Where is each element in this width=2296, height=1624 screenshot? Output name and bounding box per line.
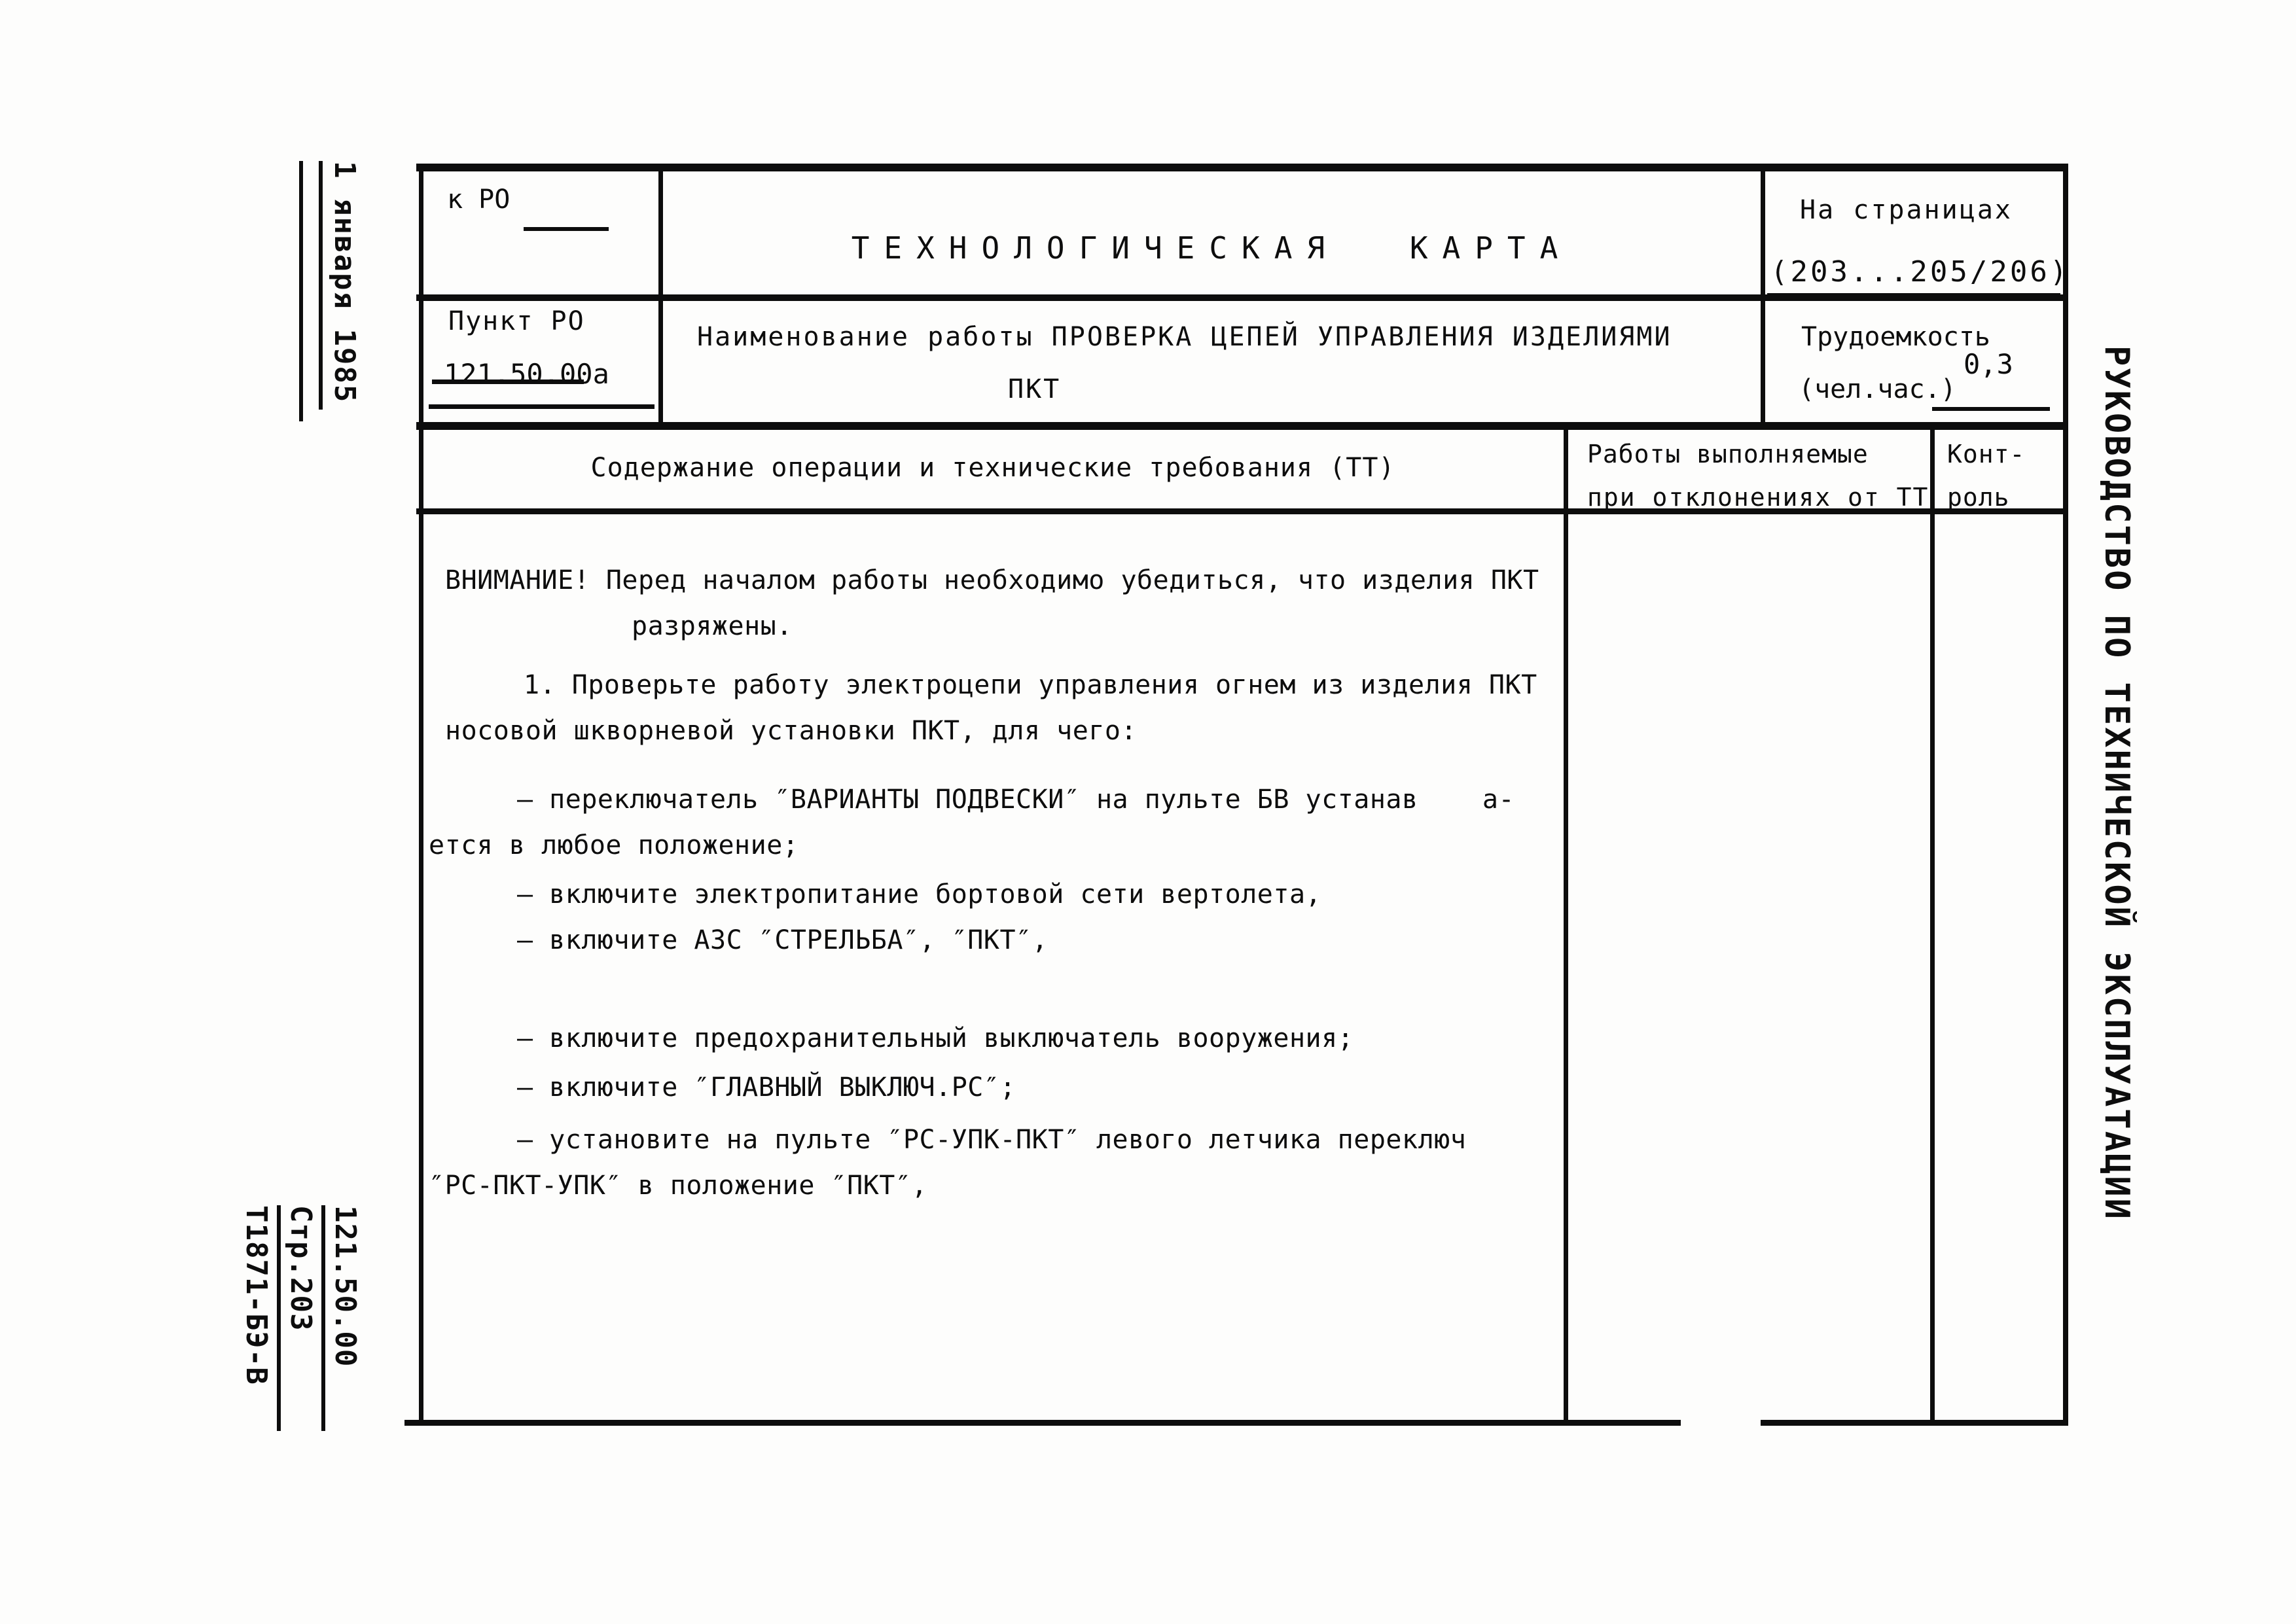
card-title: ТЕХНОЛОГИЧЕСКАЯ КАРТА — [851, 230, 1573, 266]
labor-label: Трудоемкость — [1801, 322, 1990, 352]
control-column-header-line1: Конт- — [1947, 440, 2026, 468]
body-line: – включите ″ГЛАВНЫЙ ВЫКЛЮЧ.РС″; — [517, 1072, 1016, 1103]
on-pages-label: На страницах — [1800, 195, 2013, 225]
work-name-value: ПРОВЕРКА ЦЕПЕЙ УПРАВЛЕНИЯ ИЗДЕЛИЯМИ — [1051, 322, 1672, 352]
header-cell-divider-2 — [1761, 164, 1765, 430]
body-line: – переключатель ″ВАРИАНТЫ ПОДВЕСКИ″ на пульте БВ устанав а- — [517, 785, 1515, 815]
body-line: – включите электропитание бортовой сети вертолета, — [517, 879, 1322, 909]
column-divider-operations-deviations — [1564, 422, 1568, 1426]
to-ro-label: к РО — [447, 185, 511, 215]
table-row-divider-2 — [416, 422, 2068, 430]
body-line: ется в любое положение; — [429, 830, 799, 860]
item-ro-underline — [429, 404, 655, 409]
on-pages-value: (203...205/206) — [1770, 255, 2070, 289]
table-border-right — [2063, 164, 2068, 1426]
signature-rule — [299, 161, 303, 421]
page-number: Стр.203 — [277, 1205, 317, 1431]
deviations-column-header-line2: при отклонениях от ТТ — [1587, 483, 1929, 512]
item-ro-label: Пункт РО — [448, 306, 585, 336]
body-line: ″РС-ПКТ-УПК″ в положение ″ПКТ″, — [429, 1171, 928, 1201]
table-border-bottom-right-segment — [1761, 1420, 2068, 1426]
body-line: – включите предохранительный выключатель вооружения; — [517, 1023, 1354, 1053]
effective-date: 1 января 1985 — [319, 161, 361, 410]
table-border-top — [416, 164, 2068, 171]
labor-value: 0,3 — [1964, 348, 2013, 380]
manual-title-sidebar: РУКОВОДСТВО ПО ТЕХНИЧЕСКОЙ ЭКСПЛУАТАЦИИ — [2097, 345, 2136, 1221]
margin-doc-id-note — [240, 1205, 362, 1501]
operations-text-block — [429, 557, 1564, 1209]
control-column-header-line2: роль — [1947, 483, 2010, 512]
to-ro-blank-line — [524, 227, 609, 231]
on-pages-underline — [1767, 293, 2060, 298]
body-line: носовой шкворневой установки ПКТ, для чего: — [445, 716, 1138, 746]
table-border-left — [419, 164, 423, 1426]
work-name-line2: ПКТ — [1008, 374, 1062, 404]
table-border-bottom-left-segment — [404, 1420, 1681, 1426]
column-divider-deviations-control — [1930, 422, 1935, 1426]
deviations-column-header-line1: Работы выполняемые — [1587, 440, 1869, 468]
body-line: ВНИМАНИЕ! Перед началом работы необходимо убедиться, что изделия ПКТ — [445, 565, 1539, 595]
labor-unit: (чел.час.) — [1799, 374, 1956, 404]
item-ro-value: 121.50.00а — [444, 358, 609, 390]
body-line: – установите на пульте ″РС-УПК-ПКТ″ левого летчика переключ — [517, 1125, 1467, 1155]
work-name-label: Наименование работы — [697, 322, 1034, 352]
margin-date-note — [284, 161, 361, 423]
body-line: – включите АЗС ″СТРЕЛЬБА″, ″ПКТ″, — [517, 925, 1049, 955]
body-line: 1. Проверьте работу электроцепи управления огнем из изделия ПКТ — [524, 670, 1537, 700]
doc-code: Т1871-БЭ-В — [240, 1205, 273, 1385]
work-name-line1 — [697, 322, 1672, 352]
header-cell-divider-1 — [658, 164, 663, 430]
labor-underline — [1932, 407, 2050, 411]
doc-number: 121.50.00 — [321, 1205, 361, 1431]
operations-column-header: Содержание операции и технические требования (ТТ) — [590, 453, 1395, 483]
body-line: разряжены. — [632, 611, 793, 641]
